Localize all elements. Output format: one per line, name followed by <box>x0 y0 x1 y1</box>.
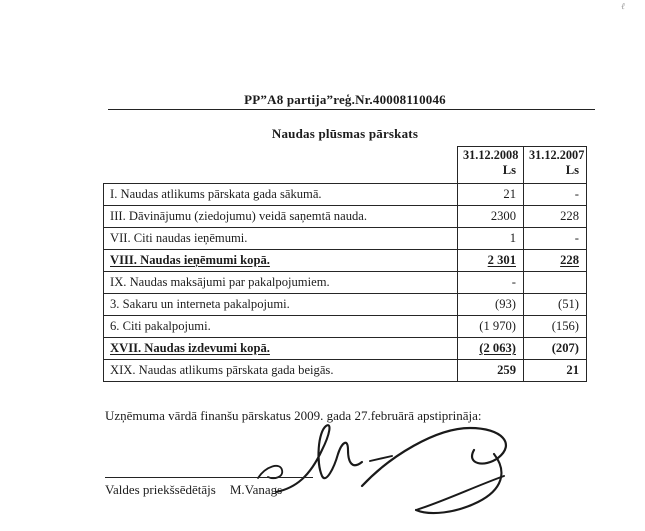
value-2007 <box>524 272 587 294</box>
table-row <box>104 184 587 206</box>
value-2007: (51) <box>524 294 587 316</box>
signature-image <box>246 416 546 518</box>
row-label: III. Dāvinājumu (ziedojumu) veidā saņemtā nauda. <box>104 206 458 228</box>
table-header-row <box>104 147 587 184</box>
row-label: XVII. Naudas izdevumi kopā. <box>104 338 458 360</box>
signatory-role: Valdes priekšsēdētājs <box>105 482 216 497</box>
value-2007: (156) <box>524 316 587 338</box>
value-2008: 2 301 <box>458 250 524 272</box>
title-underline <box>108 109 595 110</box>
value-2007: (207) <box>524 338 587 360</box>
value-2007: 228 <box>524 250 587 272</box>
value-2007: - <box>524 228 587 250</box>
value-2007: 21 <box>524 360 587 382</box>
value-2007: 228 <box>524 206 587 228</box>
signatory-name: M.Vanags <box>229 482 283 497</box>
signature-line <box>105 477 313 478</box>
row-label: 3. Sakaru un interneta pakalpojumi. <box>104 294 458 316</box>
company-title: PP”A8 partija”reģ.Nr.40008110046 <box>244 92 446 107</box>
value-2008: - <box>458 272 524 294</box>
table-row <box>104 228 587 250</box>
table-row <box>104 294 587 316</box>
unit-label: Ls <box>502 163 516 177</box>
signatory <box>105 482 282 498</box>
row-label: 6. Citi pakalpojumi. <box>104 316 458 338</box>
value-2008: 259 <box>458 360 524 382</box>
table-row <box>104 206 587 228</box>
table-row-total-income <box>104 250 587 272</box>
header-spacer <box>104 147 458 184</box>
table-row <box>104 316 587 338</box>
value-2008: 2300 <box>458 206 524 228</box>
table-row <box>104 272 587 294</box>
value-2008: (1 970) <box>458 316 524 338</box>
column-date-2008: 31.12.2008 <box>463 148 519 162</box>
unit-label: Ls <box>565 163 579 177</box>
column-header-2008 <box>458 147 524 184</box>
column-header-2007 <box>524 147 587 184</box>
value-2008: 1 <box>458 228 524 250</box>
row-label: VIII. Naudas ieņēmumi kopā. <box>104 250 458 272</box>
scan-artifact-mark: ℓ <box>620 0 627 12</box>
approval-text: Uzņēmuma vārdā finanšu pārskatus 2009. gada 27.februārā apstiprināja: <box>105 408 482 423</box>
row-label: I. Naudas atlikums pārskata gada sākumā. <box>104 184 458 206</box>
row-label: IX. Naudas maksājumi par pakalpojumiem. <box>104 272 458 294</box>
column-date-2007: 31.12.2007 <box>529 148 585 162</box>
cashflow-table <box>103 146 587 382</box>
value-2007: - <box>524 184 587 206</box>
value-2008: (2 063) <box>458 338 524 360</box>
row-label: VII. Citi naudas ieņēmumi. <box>104 228 458 250</box>
table-row-total-expenses <box>104 338 587 360</box>
value-2008: 21 <box>458 184 524 206</box>
table-row-closing-balance <box>104 360 587 382</box>
value-2008: (93) <box>458 294 524 316</box>
row-label: XIX. Naudas atlikums pārskata gada beigās. <box>104 360 458 382</box>
report-title: Naudas plūsmas pārskats <box>271 126 419 141</box>
